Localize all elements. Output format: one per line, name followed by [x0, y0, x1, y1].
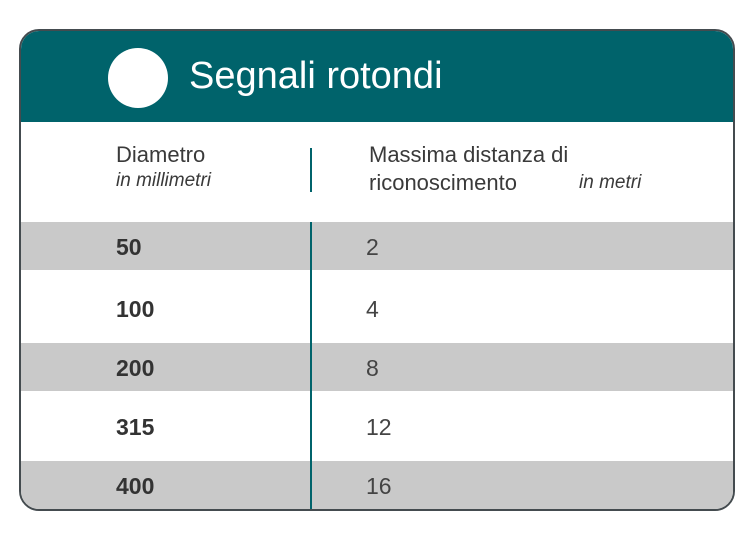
diameter-cell: 400	[116, 473, 155, 499]
diameter-cell: 50	[116, 234, 142, 260]
diameter-column-header	[116, 141, 211, 193]
column-headers	[21, 122, 733, 222]
diameter-cell: 100	[116, 296, 155, 322]
round-sign-icon	[108, 48, 168, 108]
diameter-cell: 315	[116, 414, 155, 440]
header-divider	[310, 148, 312, 192]
distance-cell: 4	[366, 296, 379, 322]
distance-cell: 16	[366, 473, 392, 499]
diameter-cell: 200	[116, 355, 155, 381]
distance-cell: 2	[366, 234, 379, 260]
diameter-header-label: Diametro	[116, 142, 206, 167]
distance-header-unit: in metri	[579, 172, 642, 193]
table-row	[21, 222, 733, 270]
distance-cell: 8	[366, 355, 379, 381]
distance-header-line1: Massima distanza di	[369, 142, 569, 167]
table-row	[21, 343, 733, 391]
table-body	[21, 222, 733, 511]
page-title: Segnali rotondi	[189, 55, 443, 97]
table-row	[21, 270, 733, 343]
sign-table-card	[19, 29, 735, 511]
distance-cell: 12	[366, 414, 392, 440]
table-row	[21, 461, 733, 511]
distance-header-line2: riconoscimento	[369, 170, 517, 195]
table-row	[21, 391, 733, 461]
header-bar	[21, 31, 733, 122]
diameter-header-unit: in millimetri	[116, 170, 211, 191]
distance-column-header	[369, 141, 642, 197]
column-divider	[310, 222, 312, 511]
